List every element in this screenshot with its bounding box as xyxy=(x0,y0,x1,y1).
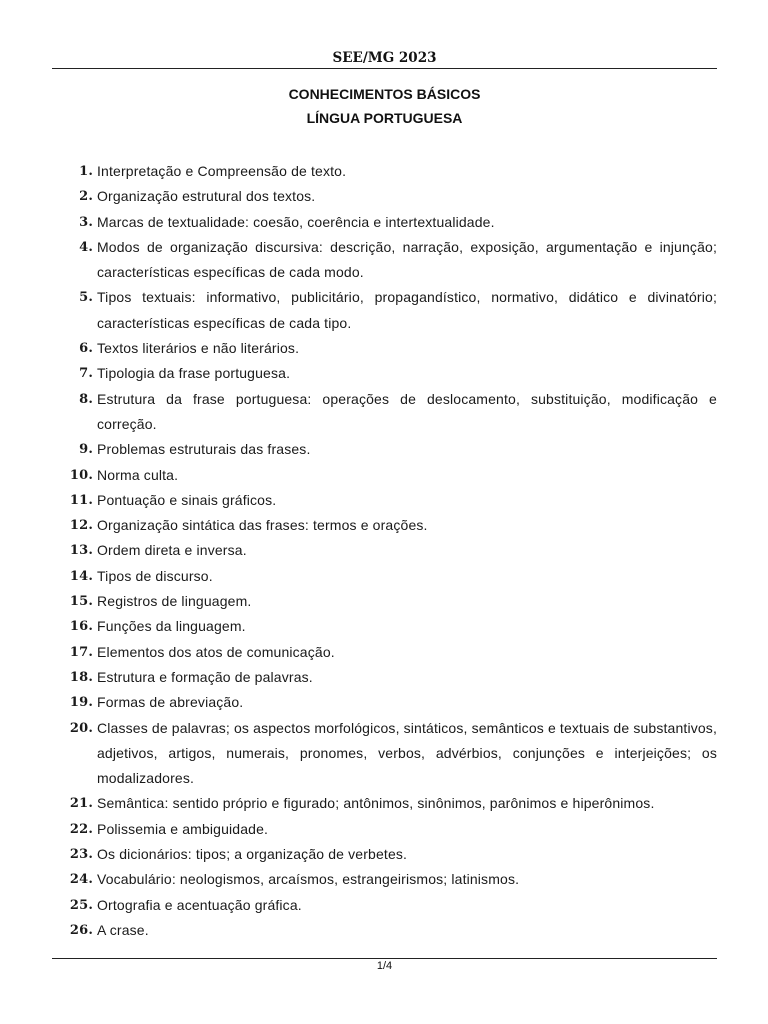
section-subtitle: LÍNGUA PORTUGUESA xyxy=(306,110,463,126)
topic-text: Estrutura da frase portuguesa: operações de deslocamento, substituição, modificação e correção. xyxy=(97,390,717,432)
topic-item xyxy=(52,716,717,792)
topic-number: 1. xyxy=(79,164,93,179)
topic-item xyxy=(52,387,717,438)
topic-item xyxy=(52,614,717,639)
topic-number: 15. xyxy=(69,594,93,610)
topic-text: Modos de organização discursiva: descrição, narração, exposição, argumentação e injunção; características específicas de cada modo. xyxy=(97,238,717,281)
topic-text: Tipos de discurso. xyxy=(97,567,213,584)
topic-item xyxy=(52,437,717,462)
topic-number: 6. xyxy=(79,341,93,357)
topic-item xyxy=(52,690,717,715)
topic-item xyxy=(52,918,717,943)
topic-item xyxy=(52,791,717,816)
topic-text: Funções da linguagem. xyxy=(97,618,246,635)
topic-item xyxy=(52,336,717,361)
topic-item xyxy=(52,665,717,690)
topic-item xyxy=(52,817,717,842)
topic-number: 20. xyxy=(69,720,93,736)
topic-text: Problemas estruturais das frases. xyxy=(97,441,311,458)
topic-item xyxy=(52,564,717,589)
topic-item xyxy=(52,867,717,892)
topic-number: 17. xyxy=(69,644,93,660)
topic-item xyxy=(52,640,717,665)
document-header: SEE/MG 2023 xyxy=(332,50,437,66)
topic-number: 23. xyxy=(69,847,93,863)
topic-text: Tipologia da frase portuguesa. xyxy=(97,365,291,382)
topic-number: 2. xyxy=(79,189,93,205)
topic-number: 7. xyxy=(79,366,93,382)
topic-text: Classes de palavras; os aspectos morfológicos, sintáticos, semânticos e textuais de substantivos, adjetivos, artigos, numerais, pronomes, verbos, advérbios, conjunções e interjeições; os modalizadores. xyxy=(97,719,717,787)
topic-text: Tipos textuais: informativo, publicitário, propagandístico, normativo, didático e divinatório; características específicas de cada tipo. xyxy=(97,289,717,331)
topic-text: Pontuação e sinais gráficos. xyxy=(97,491,277,508)
topic-item xyxy=(52,589,717,614)
topic-item xyxy=(52,235,717,286)
topic-list xyxy=(52,159,717,943)
topic-text: Interpretação e Compreensão de texto. xyxy=(97,163,347,179)
topic-item xyxy=(52,463,717,488)
topic-text: Ortografia e acentuação gráfica. xyxy=(97,896,302,913)
topic-number: 3. xyxy=(79,214,93,230)
topic-number: 21. xyxy=(69,796,93,812)
topic-text: Semântica: sentido próprio e figurado; antônimos, sinônimos, parônimos e hiperônimos. xyxy=(97,795,655,812)
topic-number: 18. xyxy=(69,669,93,685)
topic-number: 10. xyxy=(69,467,93,483)
topic-item xyxy=(52,488,717,513)
topic-item xyxy=(52,210,717,235)
topic-number: 14. xyxy=(69,568,93,584)
topic-text: Vocabulário: neologismos, arcaísmos, estrangeirismos; latinismos. xyxy=(97,871,520,888)
topic-number: 12. xyxy=(69,518,93,534)
topic-text: Marcas de textualidade: coesão, coerência e intertextualidade. xyxy=(97,213,495,230)
topic-text: Norma culta. xyxy=(97,466,179,483)
topic-number: 5. xyxy=(79,290,93,306)
header-rule xyxy=(52,68,717,69)
section-titles xyxy=(52,84,717,132)
topic-number: 16. xyxy=(69,619,93,635)
topic-number: 8. xyxy=(79,391,93,407)
topic-number: 25. xyxy=(69,897,93,913)
section-title: CONHECIMENTOS BÁSICOS xyxy=(288,86,481,102)
topic-number: 19. xyxy=(69,695,93,711)
page-number: 1/4 xyxy=(376,960,393,972)
topic-item xyxy=(52,285,717,336)
topic-text: Registros de linguagem. xyxy=(97,593,252,610)
topic-text: Organização estrutural dos textos. xyxy=(97,188,316,205)
topic-text: Estrutura e formação de palavras. xyxy=(97,668,313,685)
topic-number: 26. xyxy=(69,922,93,938)
topic-text: Elementos dos atos de comunicação. xyxy=(97,643,335,660)
topic-text: Organização sintática das frases: termos e orações. xyxy=(97,517,428,534)
topic-item xyxy=(52,159,717,184)
topic-text: Formas de abreviação. xyxy=(97,694,244,711)
topic-text: Polissemia e ambiguidade. xyxy=(97,820,269,837)
topic-text: Textos literários e não literários. xyxy=(97,340,300,357)
topic-item xyxy=(52,513,717,538)
topic-number: 11. xyxy=(69,492,93,508)
topic-text: Ordem direta e inversa. xyxy=(97,542,247,559)
topic-number: 13. xyxy=(69,543,93,559)
topic-item xyxy=(52,361,717,386)
topic-number: 4. xyxy=(79,239,93,255)
topic-item xyxy=(52,538,717,563)
topic-item xyxy=(52,842,717,867)
topic-number: 9. xyxy=(79,442,93,458)
topic-number: 24. xyxy=(69,872,93,888)
topic-text: A crase. xyxy=(97,921,149,938)
topic-text: Os dicionários: tipos; a organização de verbetes. xyxy=(97,846,408,863)
topic-item xyxy=(52,184,717,209)
topic-item xyxy=(52,893,717,918)
topic-number: 22. xyxy=(69,821,93,837)
